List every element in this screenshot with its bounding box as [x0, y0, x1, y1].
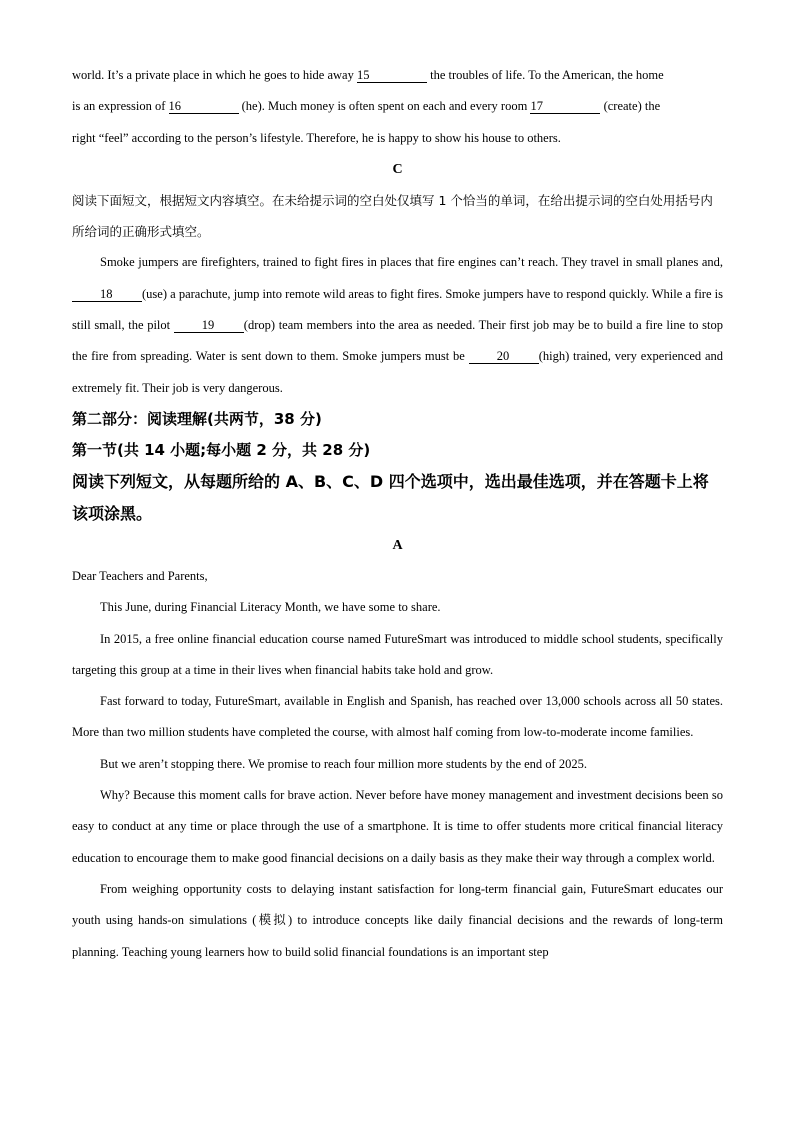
passage-a-paragraph: In 2015, a free online financial education course named FutureSmart was introduced to middle school students, specifically targeting this group at a time in their lives when financial habits take hold and grow. — [72, 631, 723, 677]
section-b-ending-paragraph — [72, 60, 723, 154]
passage-a-paragraph: Fast forward to today, FutureSmart, available in English and Spanish, has reached over 13,000 schools across all 50 states. More than two million students have completed the course, with almost half coming from low-to-moderate income families. — [72, 694, 723, 740]
section-c-passage — [72, 247, 723, 403]
section-c-instruction: 阅读下面短文，根据短文内容填空。在未给提示词的空白处仅填写 1 个恰当的单词，在给出提示词的空白处用括号内所给词的正确形式填空。 — [72, 192, 713, 240]
part2-instruction: 阅读下列短文，从每题所给的 A、B、C、D 四个选项中，选出最佳选项，并在答题卡上将该项涂黑。 — [72, 471, 709, 523]
document-page — [72, 60, 723, 968]
blank-15[interactable]: 15 — [357, 68, 427, 83]
blank-16[interactable]: 16 — [169, 99, 239, 114]
passage-a-salutation: Dear Teachers and Parents, — [72, 568, 208, 583]
text-segment: Smoke jumpers are firefighters, trained to fight fires in places that fire engines can’t reach. They travel in small planes and, — [100, 255, 723, 270]
text-segment: right “feel” according to the person’s lifestyle. Therefore, he is happy to show his house to others. — [72, 130, 561, 145]
text-segment: is an expression of — [72, 99, 169, 114]
passage-a-paragraph: Why? Because this moment calls for brave action. Never before have money management and investment decisions been so easy to conduct at any time or place through the use of a smartphone. It is time to offer students more critical financial literacy education to encourage them to make good financial decisions on a daily basis as they make their way through a complex world. — [72, 788, 723, 865]
text-segment: (he). Much money is often spent on each and every room — [238, 99, 531, 114]
text-segment: (use) a parachute, jump into remote wild areas to fight fires. Smoke jumpers have to respond quickly. While a fire is still small, the pilot — [72, 286, 723, 333]
text-segment: (create) the — [600, 99, 661, 114]
text-segment: the troubles of life. To the American, the home — [426, 68, 664, 82]
passage-a-paragraph: But we aren’t stopping there. We promise to reach four million more students by the end of 2025. — [100, 756, 587, 771]
text-segment: (high) trained, very experienced and extremely fit. Their job is very dangerous. — [72, 349, 723, 395]
part2-title: 第二部分：阅读理解(共两节，38 分) — [72, 409, 322, 428]
section-c-heading: C — [392, 161, 403, 177]
blank-17[interactable]: 17 — [530, 99, 600, 114]
text-segment: (drop) team members into the area as needed. Their first job may be to build a fire line to stop the fire from spreading. Water is sent down to them. Smoke jumpers must be — [72, 318, 723, 364]
blank-20[interactable]: 20 — [469, 349, 539, 364]
passage-a-paragraph: From weighing opportunity costs to delaying instant satisfaction for long-term financial gain, FutureSmart educates our youth using hands-on simulations (模拟) to introduce concepts like daily financial decisions and the rewards of long-term planning. Teaching young learners how to build solid financial foundations is an important step — [72, 881, 723, 959]
blank-18[interactable]: 18 — [72, 287, 142, 302]
text-segment: world. It’s a private place in which he goes to hide away — [72, 68, 357, 82]
passage-a-paragraph: This June, during Financial Literacy Month, we have some to share. — [100, 600, 441, 615]
part2-section1-title: 第一节(共 14 小题;每小题 2 分，共 28 分) — [72, 440, 371, 459]
blank-19[interactable]: 19 — [174, 318, 244, 333]
passage-a-heading: A — [392, 537, 403, 553]
